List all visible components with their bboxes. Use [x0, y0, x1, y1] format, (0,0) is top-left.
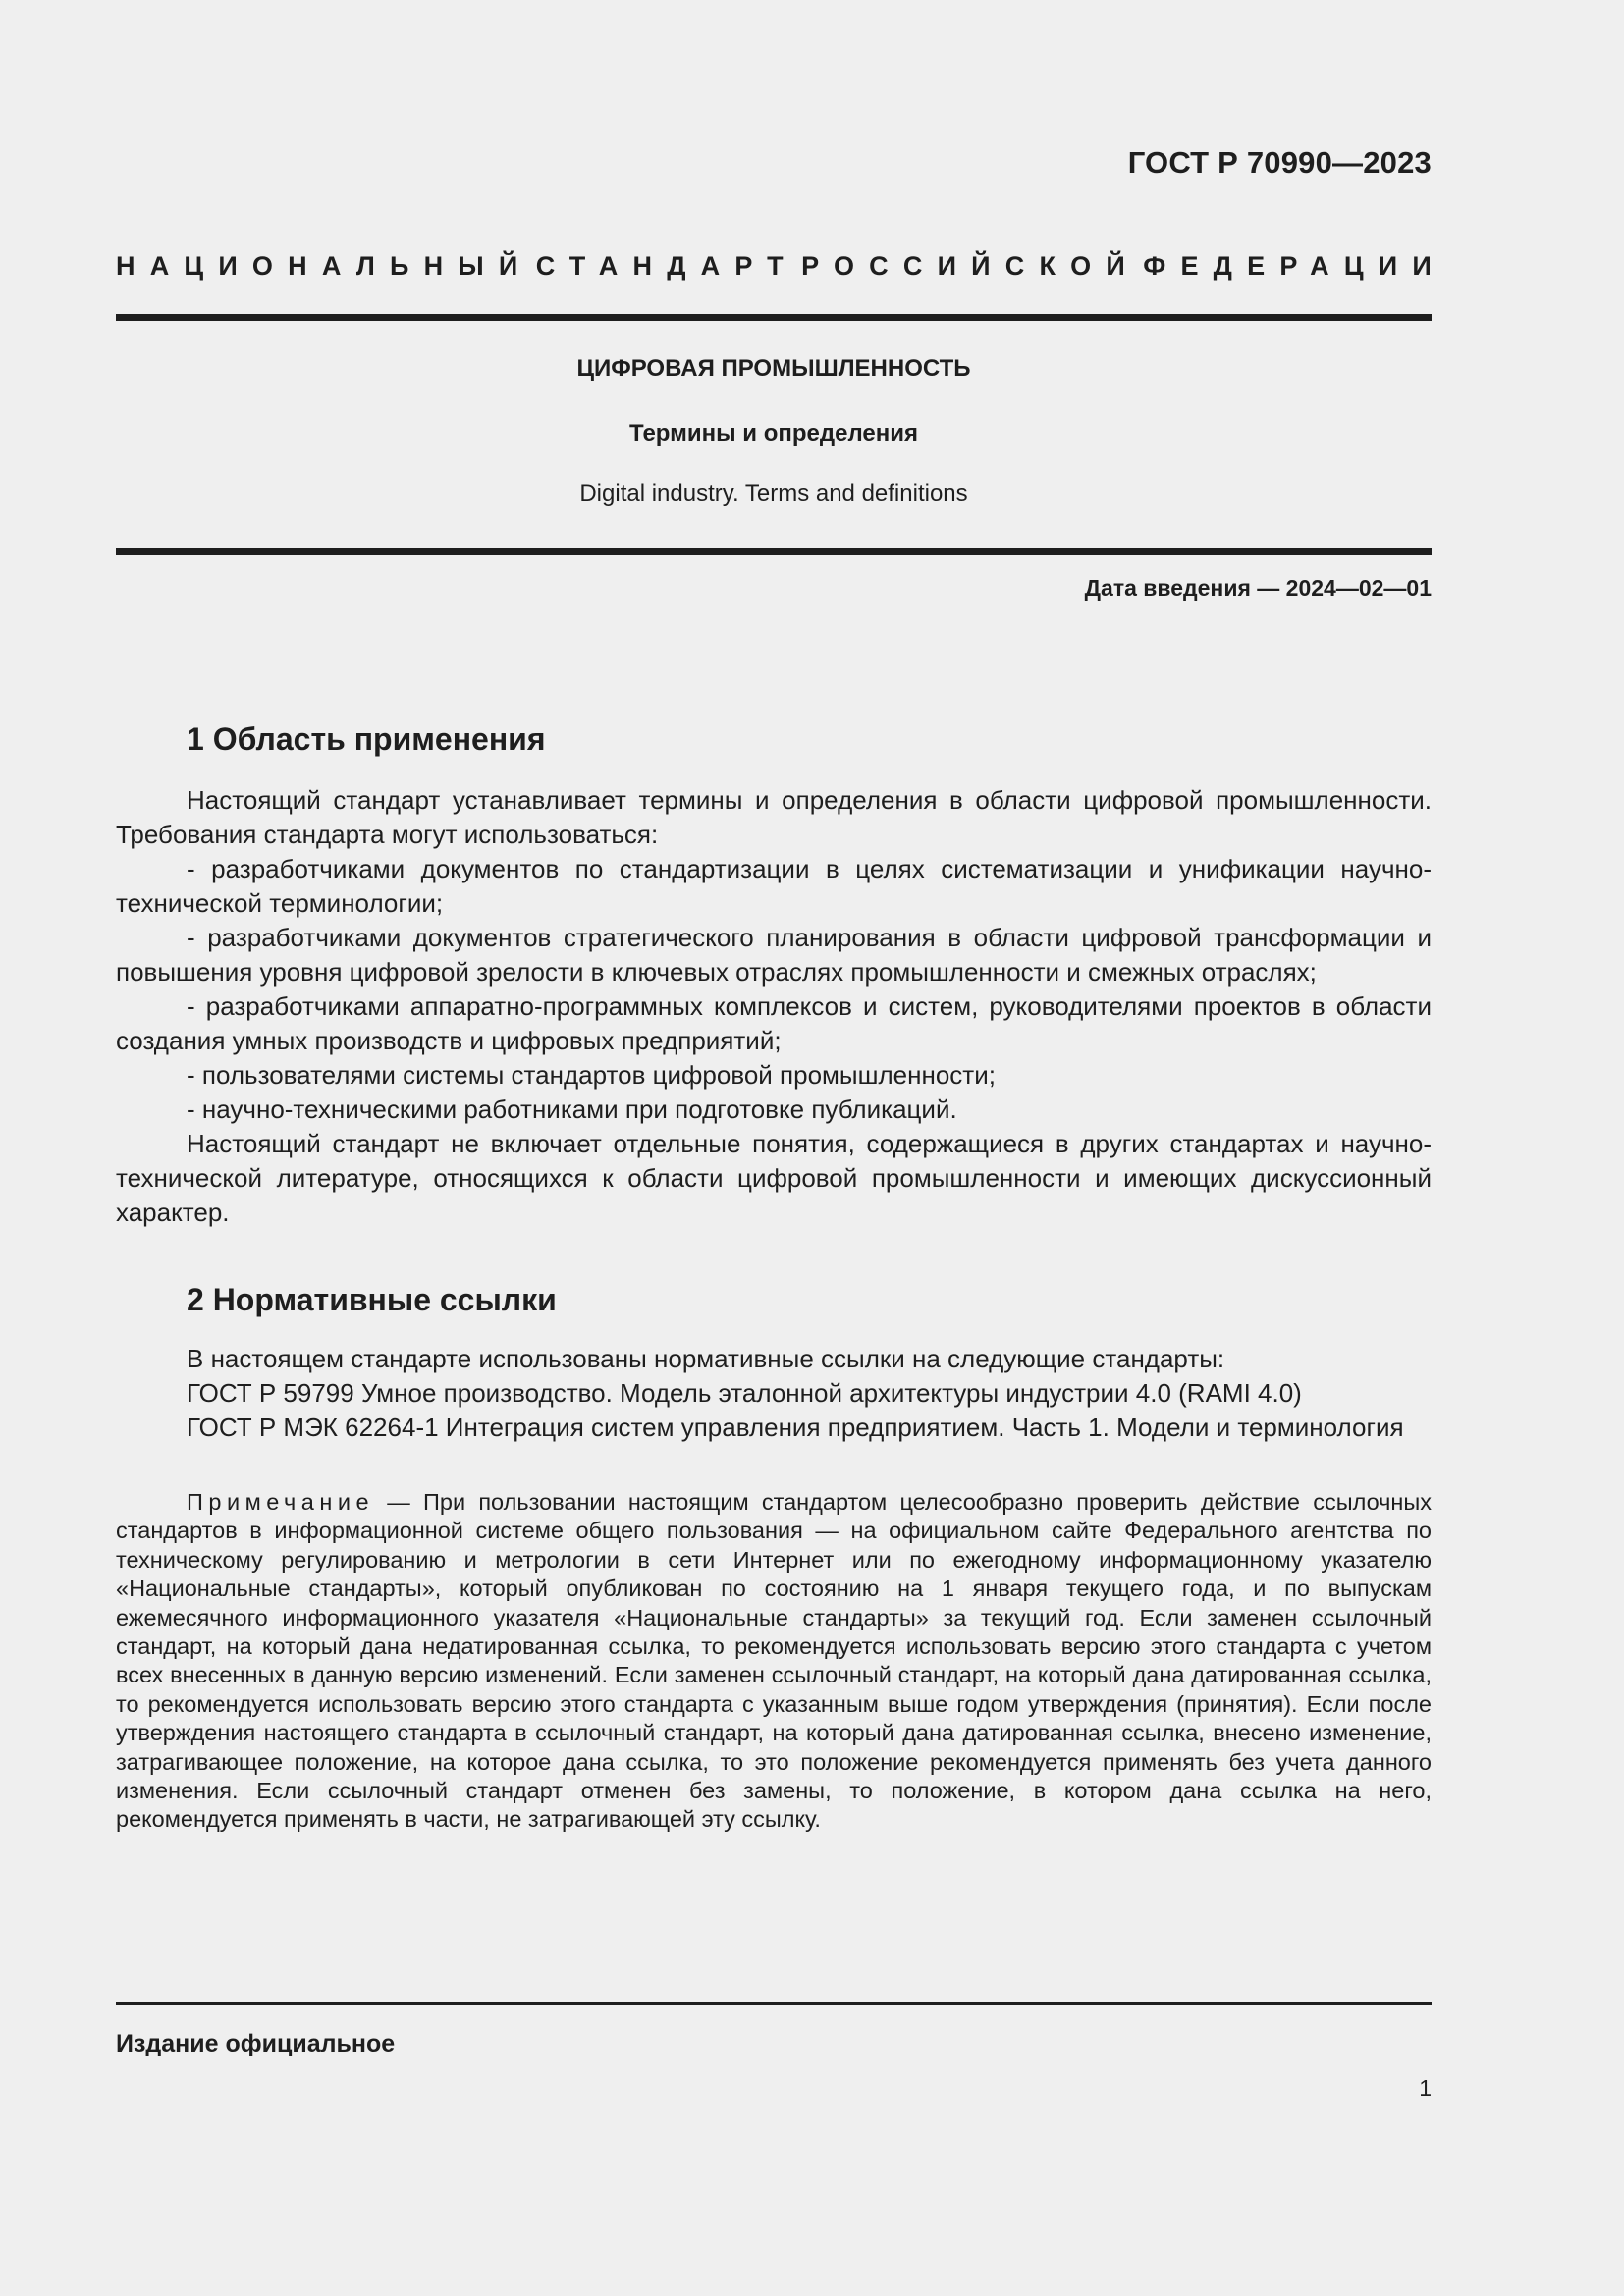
section-1-heading: 1 Область применения	[187, 721, 546, 757]
list-item: - разработчиками документов по стандартизации в целях систематизации и унификации научно-технической терминологии;	[116, 854, 1432, 918]
list-item: - разработчиками документов стратегического планирования в области цифровой трансформации и повышения уровня цифровой зрелости в ключевых отраслях промышленности и смежных отраслях;	[116, 923, 1432, 987]
page-number: 1	[1419, 2075, 1432, 2101]
section-1-body	[116, 783, 1432, 1230]
document-number: ГОСТ Р 70990—2023	[1127, 145, 1432, 180]
section-2-body	[116, 1342, 1432, 1445]
list-item: - разработчиками аппаратно-программных комплексов и систем, руководителями проектов в области создания умных производств и цифровых предприятий;	[116, 991, 1432, 1055]
paragraph: В настоящем стандарте использованы нормативные ссылки на следующие стандарты:	[187, 1344, 1225, 1373]
banner-word: НАЦИОНАЛЬНЫЙ	[116, 251, 533, 281]
banner-word: СТАНДАРТ	[535, 251, 798, 281]
document-subtitle: Термины и определения	[628, 420, 919, 447]
list-item: - научно-техническими работниками при подготовке публикаций.	[187, 1095, 957, 1124]
paragraph: Настоящий стандарт устанавливает термины и определения в области цифровой промышленности. Требования стандарта могут использоваться:	[116, 785, 1432, 849]
note-label: Примечание	[187, 1489, 375, 1515]
introduction-date: Дата введения — 2024—02—01	[1084, 575, 1432, 601]
top-divider	[116, 314, 1432, 321]
normative-reference: ГОСТ Р МЭК 62264-1 Интеграция систем управления предприятием. Часть 1. Модели и терминология	[187, 1413, 1404, 1442]
title-divider	[116, 548, 1432, 555]
footer-divider	[116, 2002, 1432, 2005]
note-block	[116, 1488, 1432, 1835]
section-2-heading: 2 Нормативные ссылки	[187, 1282, 557, 1317]
banner-word: РОССИЙСКОЙ	[801, 251, 1140, 281]
national-standard-banner	[116, 251, 1446, 282]
document-title-english: Digital industry. Terms and definitions	[579, 480, 968, 507]
paragraph: Настоящий стандарт не включает отдельные понятия, содержащиеся в других стандартах и научно-технической литературе, относящихся к области цифровой промышленности и имеющих дискуссионный характер.	[116, 1129, 1432, 1227]
document-title: ЦИФРОВАЯ ПРОМЫШЛЕННОСТЬ	[576, 355, 971, 382]
normative-reference: ГОСТ Р 59799 Умное производство. Модель эталонной архитектуры индустрии 4.0 (RAMI 4.0)	[187, 1378, 1302, 1408]
list-item: - пользователями системы стандартов цифровой промышленности;	[187, 1060, 996, 1090]
banner-word: ФЕДЕРАЦИИ	[1143, 251, 1446, 281]
document-page	[116, 0, 1446, 2296]
note-paragraph	[116, 1488, 1432, 1835]
edition-label: Издание официальное	[116, 2030, 396, 2057]
note-text: — При пользовании настоящим стандартом целесообразно проверить действие ссылочных стандартов в информационной системе общего пользования — на официальном сайте Федерального агентства по техническому регулированию и метрологии в сети Интернет или по ежегодному информационному указателю «Национальные стандарты», который опубликован по состоянию на 1 января текущего года, и по выпускам ежемесячного информационного указателя «Национальные стандарты» за текущий год. Если заменен ссылочный стандарт, на который дана недатированная ссылка, то рекомендуется использовать версию этого стандарта с учетом всех внесенных в данную версию изменений. Если заменен ссылочный стандарт, на который дана датированная ссылка, то рекомендуется использовать версию этого стандарта с указанным выше годом утверждения (принятия). Если после утверждения настоящего стандарта в ссылочный стандарт, на который дана датированная ссылка, внесено изменение, затрагивающее положение, на которое дана ссылка, то это положение рекомендуется применять без учета данного изменения. Если ссылочный стандарт отменен без замены, то положение, в котором дана ссылка на него, рекомендуется применять в части, не затрагивающей эту ссылку.	[116, 1489, 1432, 1833]
